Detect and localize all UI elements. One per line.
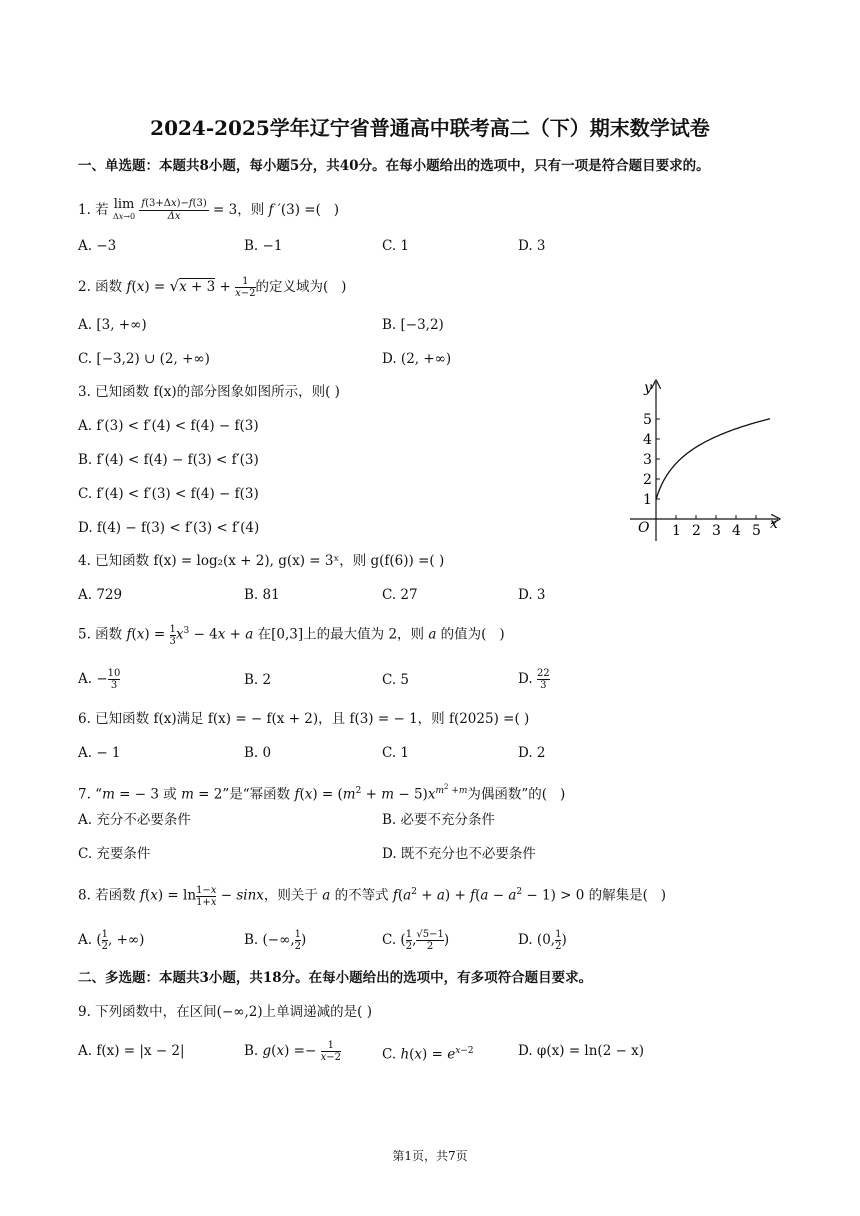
q4-option-c: C. 27 xyxy=(382,587,418,603)
question-9: 9. 下列函数中，在区间(−∞,2)上单调递减的是( ) xyxy=(78,1004,372,1020)
q5-option-d: D. $\frac{22}{3}$ xyxy=(518,668,550,691)
question-4: 4. 已知函数 f(x) = log₂(x + 2), g(x) = 3ˣ，则 g(f(6)) =( ) xyxy=(78,553,445,569)
x-tick-label: 1 xyxy=(672,523,681,539)
q5-option-b: B. 2 xyxy=(244,672,272,688)
y-tick-label: 1 xyxy=(643,492,652,508)
q3-option-d: D. f(4) − f(3) < f′(3) < f′(4) xyxy=(78,520,260,536)
q9-option-d: D. φ(x) = ln(2 − x) xyxy=(518,1043,645,1059)
question-1: 1. 若 lim Δx→0 $\frac{f(3+\Delta x)-f(3)}{\Delta x} = 3$，则 f ′(3) =( ) xyxy=(78,197,340,222)
question-2: 2. 函数 f(x) = √x + 3 + $\frac{1}{x-2}$的定义域为( ) xyxy=(78,276,347,299)
q7-option-d: D. 既不充分也不必要条件 xyxy=(382,846,536,862)
q1-option-c: C. 1 xyxy=(382,238,410,254)
q9-option-c: C. $h(x) = e^{x-2}$ xyxy=(382,1046,474,1063)
q7-option-b: B. 必要不充分条件 xyxy=(382,812,496,828)
q1-option-d: D. 3 xyxy=(518,238,546,254)
q2-option-c: C. [−3,2) ∪ (2, +∞) xyxy=(78,351,210,367)
q4-option-a: A. 729 xyxy=(78,587,123,603)
y-axis-label: y xyxy=(644,380,652,396)
x-tick-label: 4 xyxy=(732,523,741,539)
section-heading-multi-choice: 二、多选题：本题共3小题，共18分。在每小题给出的选项中，有多项符合题目要求。 xyxy=(78,970,593,986)
x-tick-label: 2 xyxy=(692,523,701,539)
q5-option-a: A. − $\frac{10}{3}$ xyxy=(78,668,121,691)
q4-option-d: D. 3 xyxy=(518,587,546,603)
q6-option-a: A. − 1 xyxy=(78,745,121,761)
q8-option-d: D. (0, $\frac{1}{2}$) xyxy=(518,929,567,952)
page-title: 2024-2025学年辽宁省普通高中联考高二（下）期末数学试卷 xyxy=(150,116,710,140)
q5-option-c: C. 5 xyxy=(382,672,410,688)
x-axis-label: x xyxy=(770,516,778,532)
q2-option-d: D. (2, +∞) xyxy=(382,351,452,367)
x-tick-label: 3 xyxy=(712,523,721,539)
q7-option-c: C. 充要条件 xyxy=(78,846,151,862)
x-tick-label: 5 xyxy=(752,523,761,539)
q9-option-a: A. f(x) = |x − 2| xyxy=(78,1043,185,1059)
q4-option-b: B. 81 xyxy=(244,587,280,603)
q2-option-b: B. [−3,2) xyxy=(382,317,444,333)
function-curve xyxy=(656,419,770,500)
function-graph-figure xyxy=(620,376,790,546)
question-6: 6. 已知函数 f(x)满足 f(x) = − f(x + 2)，且 f(3) = − 1，则 f(2025) =( ) xyxy=(78,711,530,727)
q6-option-b: B. 0 xyxy=(244,745,272,761)
q1-option-b: B. −1 xyxy=(244,238,283,254)
q1-option-a: A. −3 xyxy=(78,238,117,254)
y-tick-label: 2 xyxy=(643,472,652,488)
y-tick-label: 3 xyxy=(643,452,652,468)
q8-option-a: A. ( $\frac{1}{2}$, +∞) xyxy=(78,929,145,952)
section-heading-single-choice: 一、单选题：本题共8小题，每小题5分，共40分。在每小题给出的选项中，只有一项是符合题目要求的。 xyxy=(78,158,710,174)
q8-option-c: C. ( $\frac{1}{2}$, $\frac{√5-1}{2}$) xyxy=(382,929,450,952)
y-tick-label: 5 xyxy=(643,412,652,428)
origin-label: O xyxy=(638,520,650,536)
q7-option-a: A. 充分不必要条件 xyxy=(78,812,191,828)
q8-option-b: B. (−∞, $\frac{1}{2}$) xyxy=(244,929,307,952)
q3-option-b: B. f′(4) < f(4) − f(3) < f′(3) xyxy=(78,452,259,468)
q6-option-c: C. 1 xyxy=(382,745,410,761)
question-7: 7. “m = − 3 或 m = 2”是“幂函数 $f(x) = (m^2 + m - 5)x^{m^2 +m}$为偶函数”的( ) xyxy=(78,783,566,803)
y-tick-label: 4 xyxy=(643,432,652,448)
question-8: 8. 若函数 f(x) = ln $\frac{1-x}{1+x} - \sin x$，则关于 a 的不等式 $f(a^2 + a) + f(a - a^2 - 1) > 0$ 的解集是( ) xyxy=(78,884,667,908)
question-3: 3. 已知函数 f(x)的部分图象如图所示，则( ) xyxy=(78,384,340,400)
question-5: 5. 函数 f(x) = $\frac{1}{3}x^3 - 4x + a$ 在[0,3]上的最大值为 2，则 a 的值为( ) xyxy=(78,623,505,647)
q3-option-a: A. f′(3) < f′(4) < f(4) − f(3) xyxy=(78,418,259,434)
q3-option-c: C. f′(4) < f′(3) < f(4) − f(3) xyxy=(78,486,259,502)
q9-option-b: B. g(x) =− $\frac{1}{x-2}$ xyxy=(244,1040,341,1063)
q2-option-a: A. [3, +∞) xyxy=(78,317,147,333)
q6-option-d: D. 2 xyxy=(518,745,546,761)
page-footer: 第1页，共7页 xyxy=(392,1149,468,1163)
